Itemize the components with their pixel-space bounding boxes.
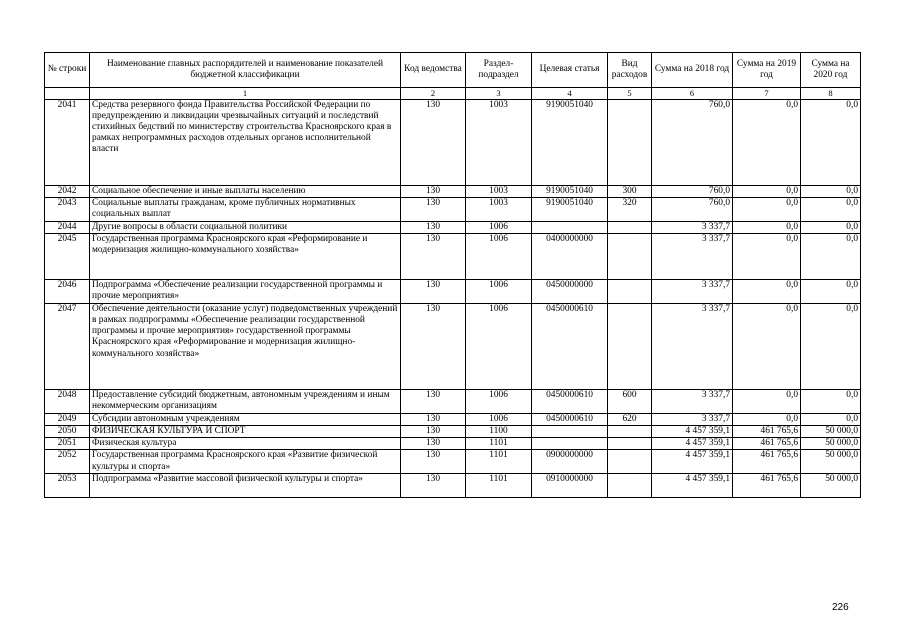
sum-2020-cell: 0,0 xyxy=(801,198,861,222)
sum-2018-cell: 760,0 xyxy=(652,100,733,186)
table-body xyxy=(45,100,861,498)
row-name-cell: Подпрограмма «Обеспечение реализации государственной программы и прочие мероприятия» xyxy=(90,280,401,304)
expense-type-cell: 320 xyxy=(608,198,652,222)
table-row xyxy=(45,390,861,414)
expense-type-cell xyxy=(608,474,652,498)
target-article-cell: 0450000610 xyxy=(532,304,608,390)
department-code-cell: 130 xyxy=(401,186,466,198)
target-article-cell: 9190051040 xyxy=(532,186,608,198)
section-code-cell: 1006 xyxy=(466,222,532,234)
sum-2018-cell: 3 337,7 xyxy=(652,390,733,414)
col-number: 3 xyxy=(466,88,532,100)
column-number-row xyxy=(45,88,861,100)
target-article-cell xyxy=(532,222,608,234)
department-code-cell: 130 xyxy=(401,390,466,414)
row-name-cell: Обеспечение деятельности (оказание услуг) подведомственных учреждений в рамках подпрограммы «Обеспечение реализации государственной программы и прочие мероприятия» государственной программы Красноярского края «Реформирование и модернизация жилищно-коммунального хозяйства» xyxy=(90,304,401,390)
sum-2019-cell: 0,0 xyxy=(733,390,801,414)
sum-2020-cell: 50 000,0 xyxy=(801,450,861,474)
section-code-cell: 1101 xyxy=(466,450,532,474)
table-row xyxy=(45,438,861,450)
row-number-cell: 2050 xyxy=(45,426,90,438)
section-code-cell: 1100 xyxy=(466,426,532,438)
section-code-cell: 1003 xyxy=(466,100,532,186)
section-code-cell: 1101 xyxy=(466,474,532,498)
col-header-name: Наименование главных распорядителей и наименование показателей бюджетной классификации xyxy=(90,53,401,88)
sum-2019-cell: 0,0 xyxy=(733,100,801,186)
row-name-cell: ФИЗИЧЕСКАЯ КУЛЬТУРА И СПОРТ xyxy=(90,426,401,438)
section-code-cell: 1006 xyxy=(466,390,532,414)
sum-2018-cell: 3 337,7 xyxy=(652,414,733,426)
sum-2019-cell: 0,0 xyxy=(733,280,801,304)
row-name-cell: Подпрограмма «Развитие массовой физической культуры и спорта» xyxy=(90,474,401,498)
row-name-cell: Социальное обеспечение и иные выплаты населению xyxy=(90,186,401,198)
row-number-cell: 2043 xyxy=(45,198,90,222)
sum-2020-cell: 0,0 xyxy=(801,280,861,304)
department-code-cell: 130 xyxy=(401,280,466,304)
col-number: 7 xyxy=(733,88,801,100)
sum-2020-cell: 50 000,0 xyxy=(801,426,861,438)
row-number-cell: 2052 xyxy=(45,450,90,474)
sum-2019-cell: 0,0 xyxy=(733,234,801,280)
expense-type-cell: 300 xyxy=(608,186,652,198)
table-row xyxy=(45,280,861,304)
target-article-cell: 0900000000 xyxy=(532,450,608,474)
sum-2018-cell: 4 457 359,1 xyxy=(652,450,733,474)
sum-2019-cell: 0,0 xyxy=(733,304,801,390)
section-code-cell: 1006 xyxy=(466,414,532,426)
department-code-cell: 130 xyxy=(401,222,466,234)
sum-2019-cell: 461 765,6 xyxy=(733,426,801,438)
sum-2020-cell: 0,0 xyxy=(801,414,861,426)
col-number: 5 xyxy=(608,88,652,100)
expense-type-cell xyxy=(608,304,652,390)
row-number-cell: 2045 xyxy=(45,234,90,280)
col-header-expense-type: Вид расходов xyxy=(608,53,652,88)
col-header-row-number: № строки xyxy=(45,53,90,88)
target-article-cell: 0400000000 xyxy=(532,234,608,280)
col-number xyxy=(45,88,90,100)
expense-type-cell xyxy=(608,100,652,186)
row-number-cell: 2048 xyxy=(45,390,90,414)
department-code-cell: 130 xyxy=(401,100,466,186)
section-code-cell: 1003 xyxy=(466,198,532,222)
target-article-cell xyxy=(532,426,608,438)
col-number: 2 xyxy=(401,88,466,100)
row-number-cell: 2053 xyxy=(45,474,90,498)
sum-2018-cell: 760,0 xyxy=(652,198,733,222)
col-header-target-article: Целевая статья xyxy=(532,53,608,88)
sum-2020-cell: 0,0 xyxy=(801,390,861,414)
department-code-cell: 130 xyxy=(401,414,466,426)
row-number-cell: 2046 xyxy=(45,280,90,304)
col-header-department-code: Код ведомства xyxy=(401,53,466,88)
target-article-cell: 0910000000 xyxy=(532,474,608,498)
row-name-cell: Предоставление субсидий бюджетным, автономным учреждениям и иным некоммерческим организациям xyxy=(90,390,401,414)
section-code-cell: 1003 xyxy=(466,186,532,198)
sum-2020-cell: 50 000,0 xyxy=(801,438,861,450)
header-row xyxy=(45,53,861,88)
target-article-cell: 0450000610 xyxy=(532,390,608,414)
expense-type-cell xyxy=(608,450,652,474)
sum-2020-cell: 0,0 xyxy=(801,304,861,390)
expense-type-cell xyxy=(608,438,652,450)
row-number-cell: 2042 xyxy=(45,186,90,198)
sum-2020-cell: 0,0 xyxy=(801,234,861,280)
row-number-cell: 2049 xyxy=(45,414,90,426)
department-code-cell: 130 xyxy=(401,474,466,498)
col-number: 8 xyxy=(801,88,861,100)
expense-type-cell xyxy=(608,426,652,438)
row-name-cell: Государственная программа Красноярского края «Реформирование и модернизация жилищно-коммунального хозяйства» xyxy=(90,234,401,280)
expense-type-cell xyxy=(608,280,652,304)
row-number-cell: 2044 xyxy=(45,222,90,234)
table-row xyxy=(45,414,861,426)
target-article-cell xyxy=(532,438,608,450)
sum-2019-cell: 0,0 xyxy=(733,222,801,234)
department-code-cell: 130 xyxy=(401,438,466,450)
col-header-section: Раздел-подраздел xyxy=(466,53,532,88)
target-article-cell: 9190051040 xyxy=(532,100,608,186)
row-name-cell: Другие вопросы в области социальной политики xyxy=(90,222,401,234)
section-code-cell: 1006 xyxy=(466,280,532,304)
expense-type-cell: 620 xyxy=(608,414,652,426)
table-row xyxy=(45,186,861,198)
row-name-cell: Физическая культура xyxy=(90,438,401,450)
expense-type-cell xyxy=(608,234,652,280)
target-article-cell: 9190051040 xyxy=(532,198,608,222)
row-number-cell: 2047 xyxy=(45,304,90,390)
col-header-sum-2020: Сумма на 2020 год xyxy=(801,53,861,88)
row-name-cell: Государственная программа Красноярского края «Развитие физической культуры и спорта» xyxy=(90,450,401,474)
table-row xyxy=(45,222,861,234)
table-row xyxy=(45,100,861,186)
target-article-cell: 0450000610 xyxy=(532,414,608,426)
table-row xyxy=(45,304,861,390)
col-number: 1 xyxy=(90,88,401,100)
section-code-cell: 1101 xyxy=(466,438,532,450)
sum-2020-cell: 50 000,0 xyxy=(801,474,861,498)
sum-2019-cell: 0,0 xyxy=(733,186,801,198)
col-header-sum-2019: Сумма на 2019 год xyxy=(733,53,801,88)
sum-2020-cell: 0,0 xyxy=(801,222,861,234)
table-row xyxy=(45,474,861,498)
expense-type-cell xyxy=(608,222,652,234)
expense-type-cell: 600 xyxy=(608,390,652,414)
section-code-cell: 1006 xyxy=(466,234,532,280)
row-number-cell: 2051 xyxy=(45,438,90,450)
sum-2018-cell: 3 337,7 xyxy=(652,222,733,234)
target-article-cell: 0450000000 xyxy=(532,280,608,304)
budget-table xyxy=(44,52,861,498)
row-number-cell: 2041 xyxy=(45,100,90,186)
sum-2018-cell: 4 457 359,1 xyxy=(652,426,733,438)
sum-2019-cell: 0,0 xyxy=(733,414,801,426)
department-code-cell: 130 xyxy=(401,426,466,438)
page-number: 226 xyxy=(832,602,849,613)
table-row xyxy=(45,450,861,474)
row-name-cell: Социальные выплаты гражданам, кроме публичных нормативных социальных выплат xyxy=(90,198,401,222)
sum-2018-cell: 760,0 xyxy=(652,186,733,198)
department-code-cell: 130 xyxy=(401,198,466,222)
sum-2018-cell: 4 457 359,1 xyxy=(652,474,733,498)
col-header-sum-2018: Сумма на 2018 год xyxy=(652,53,733,88)
col-number: 6 xyxy=(652,88,733,100)
sum-2019-cell: 461 765,6 xyxy=(733,474,801,498)
sum-2020-cell: 0,0 xyxy=(801,186,861,198)
sum-2019-cell: 461 765,6 xyxy=(733,438,801,450)
row-name-cell: Субсидии автономным учреждениям xyxy=(90,414,401,426)
col-number: 4 xyxy=(532,88,608,100)
table-row xyxy=(45,198,861,222)
sum-2018-cell: 4 457 359,1 xyxy=(652,438,733,450)
sum-2019-cell: 461 765,6 xyxy=(733,450,801,474)
sum-2018-cell: 3 337,7 xyxy=(652,304,733,390)
row-name-cell: Средства резервного фонда Правительства Российской Федерации по предупреждению и ликвидации чрезвычайных ситуаций и последствий стихийных бедствий по министерству строительства Красноярского края в рамках непрограммных расходов отдельных органов исполнительной власти xyxy=(90,100,401,186)
department-code-cell: 130 xyxy=(401,304,466,390)
sum-2018-cell: 3 337,7 xyxy=(652,234,733,280)
department-code-cell: 130 xyxy=(401,234,466,280)
section-code-cell: 1006 xyxy=(466,304,532,390)
sum-2019-cell: 0,0 xyxy=(733,198,801,222)
table-row xyxy=(45,426,861,438)
sum-2020-cell: 0,0 xyxy=(801,100,861,186)
sum-2018-cell: 3 337,7 xyxy=(652,280,733,304)
table-row xyxy=(45,234,861,280)
department-code-cell: 130 xyxy=(401,450,466,474)
